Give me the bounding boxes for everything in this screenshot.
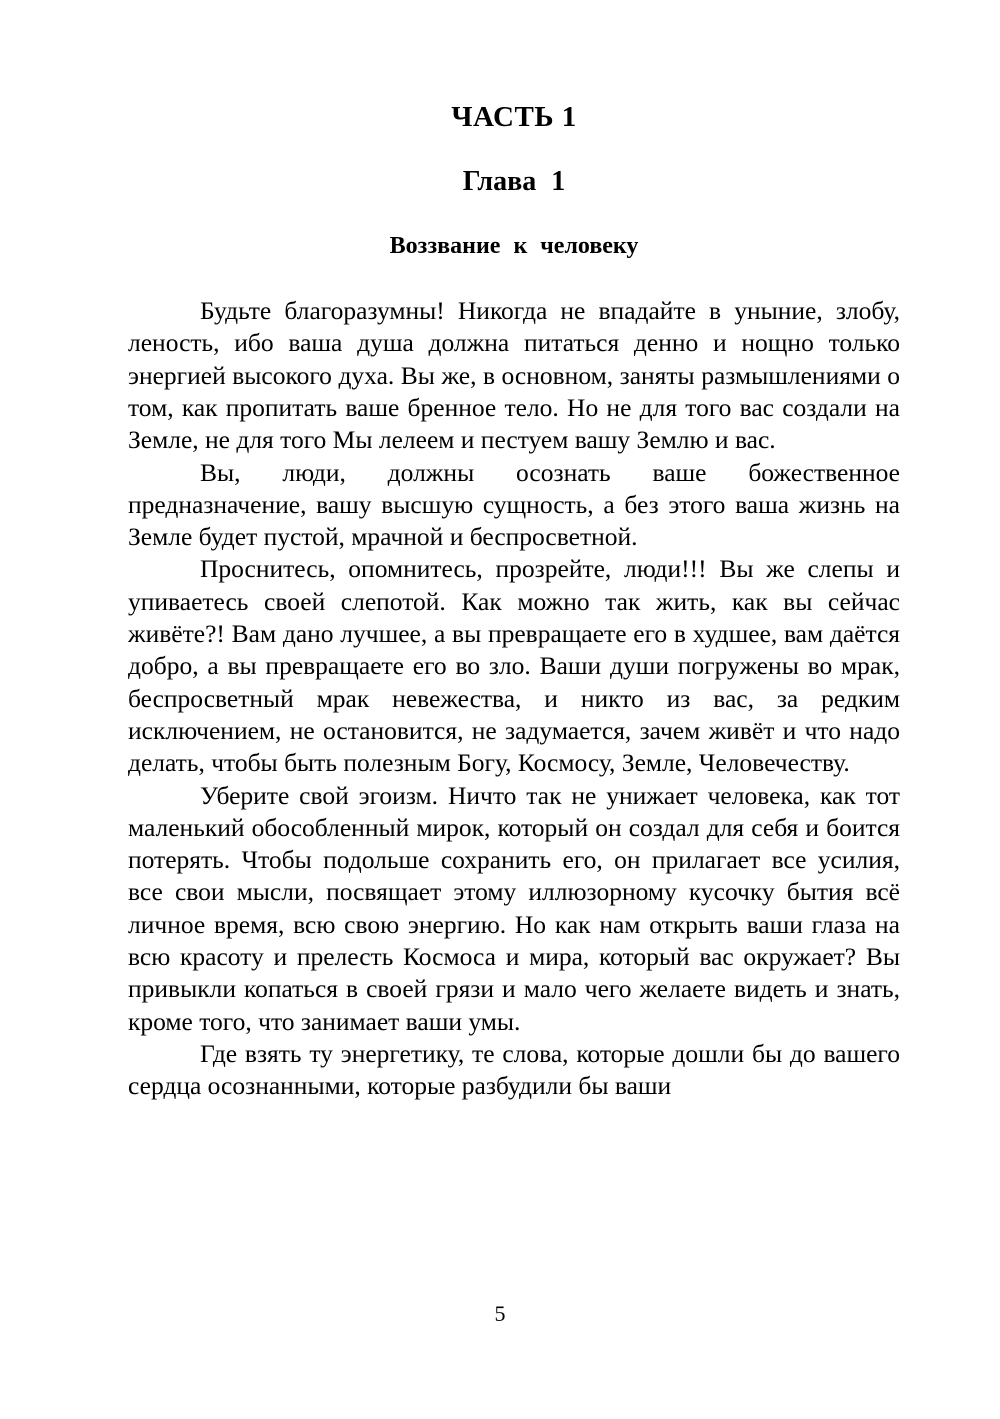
body-text — [128, 259, 900, 1102]
paragraph: Вы, люди, должны осознать ваше божественное предназначение, вашу высшую сущность, а без этого ваша жизнь на Земле будет пустой, мрачной и беспросветной. — [128, 457, 900, 552]
paragraph: Уберите свой эгоизм. Ничто так не унижает человека, как тот маленький обособленный мирок, который он создал для себя и боится потерять. Чтобы подольше сохранить его, он прилагает все усилия, все свои мысли, посвящает этому иллюзорному кусочку бытия всё личное время, всю свою энергию. Но как нам открыть ваши глаза на всю красоту и прелесть Космоса и мира, который вас окружает? Вы привыкли копаться в своей грязи и мало чего желаете видеть и знать, кроме того, что занимает ваши умы. — [128, 780, 900, 1036]
page-content — [128, 0, 900, 1103]
section-title: Воззвание к человеку — [389, 232, 639, 259]
paragraph: Где взять ту энергетику, те слова, которые дошли бы до вашего сердца осознанными, которые разбудили бы ваши — [128, 1038, 900, 1101]
paragraph: Проснитесь, опомнитесь, прозрейте, люди!!! Вы же слепы и упиваетесь своей слепотой. Как можно так жить, как вы сейчас живёте?! Вам дано лучшее, а вы превращаете его в худшее, вам даётся добро, а вы превращаете его во зло. Ваши души погружены во мрак, беспросветный мрак невежества, и никто из вас, за редким исключением, не остановится, не задумается, зачем живёт и что надо делать, чтобы быть полезным Богу, Космосу, Земле, Человечеству. — [128, 554, 900, 778]
chapter-title: Глава 1 — [462, 165, 566, 197]
paragraph: Будьте благоразумны! Никогда не впадайте в уныние, злобу, леность, ибо ваша душа должна питаться денно и нощно только энергией высокого духа. Вы же, в основном, заняты размышлениями о том, как пропитать ваше бренное тело. Но не для того вас создали на Земле, не для того Мы лелеем и пестуем вашу Землю и вас. — [128, 296, 900, 455]
part-title: ЧАСТЬ 1 — [451, 101, 577, 133]
page-number: 5 — [494, 1301, 506, 1326]
